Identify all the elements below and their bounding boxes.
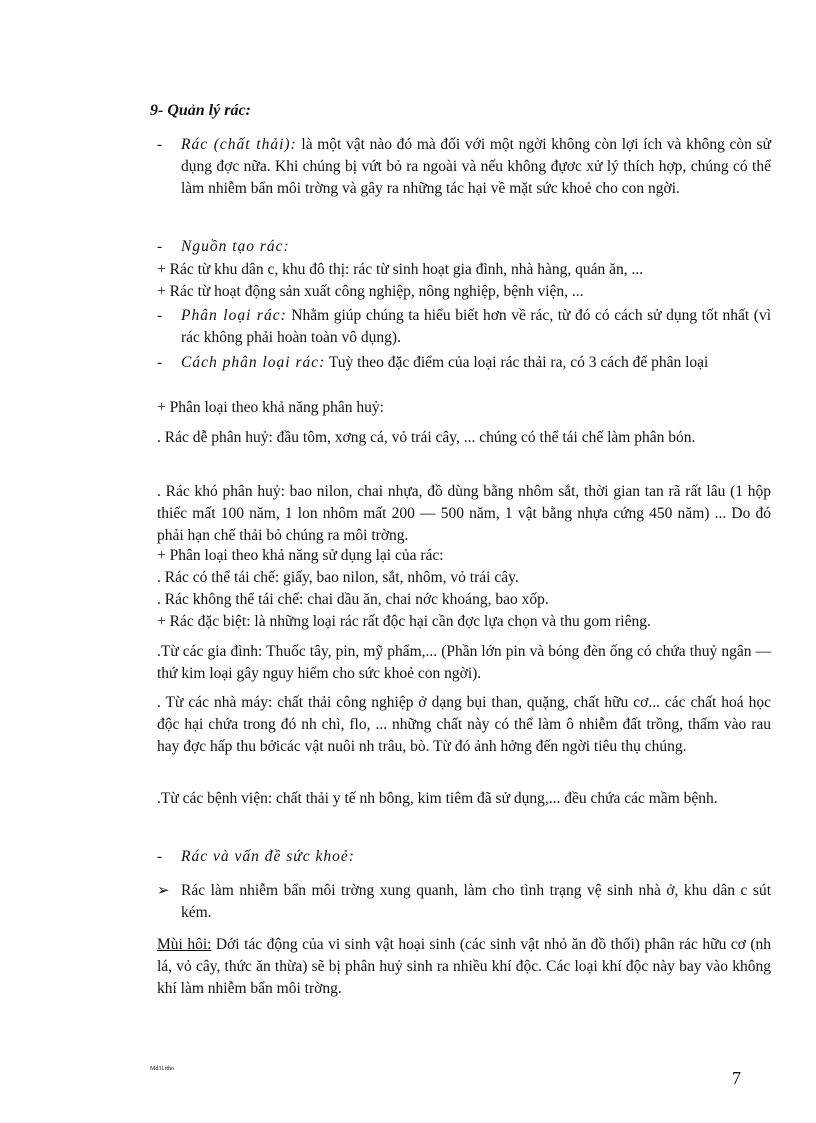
term-label: Phân loại rác: bbox=[181, 307, 287, 324]
reuse-heading: + Phân loại theo khả năng sử dụng lại của rác: bbox=[157, 547, 444, 564]
factory-text: . Từ các nhà máy: chất thải công nghiệp ở dạng bụi than, quặng, chất hữu cơ... các chất hoá học độc hại chứa trong đó nh chì, flo, ... những chất này có thể làm ô nhiễm đất trồng, thấm vào rau hay đợc hấp thu bởicác vật nuôi nh trâu, bò. Từ đó ảnh hởng đến ngời tiêu thụ chúng. bbox=[157, 694, 771, 755]
bullet-text: Rác làm nhiễm bẩn môi trờng xung quanh, làm cho tình trạng vệ sinh nhà ở, khu dân c sút kém. bbox=[181, 882, 771, 921]
special-waste-line: + Rác đặc biệt: là những loại rác rất độc hại cần đợc lựa chọn và thu gom riêng. bbox=[157, 613, 651, 630]
classification-text bbox=[181, 305, 771, 349]
method-text bbox=[181, 352, 771, 374]
recyclable-line: . Rác có thể tái chế: giấy, bao nilon, sắt, nhôm, vỏ trái cây. bbox=[157, 569, 519, 586]
page-number: 7 bbox=[732, 1068, 741, 1088]
hospital-text: .Từ các bệnh viện: chất thải y tế nh bông, kim tiêm đã sử dụng,... đều chứa các mầm bệnh. bbox=[157, 790, 718, 807]
dash-marker: - bbox=[157, 136, 163, 153]
source-line-1: + Rác từ khu dân c, khu đô thị: rác từ sinh hoạt gia đình, nhà hàng, quán ăn, ... bbox=[157, 261, 644, 278]
arrow-bullet-icon: ➢ bbox=[157, 883, 170, 899]
dash-marker: - bbox=[157, 354, 163, 371]
sources-heading bbox=[181, 236, 771, 258]
footer-tag: Md3l.rtho bbox=[150, 1066, 175, 1072]
term-label: Cách phân loại rác: bbox=[181, 354, 326, 371]
health-heading bbox=[181, 846, 771, 868]
easy-decompose-text: . Rác dễ phân huỷ: đầu tôm, xơng cá, vỏ trái cây, ... chúng có thể tái chế làm phân bón. bbox=[157, 429, 696, 446]
odor-text bbox=[157, 934, 771, 1000]
non-recyclable-line: . Rác không thể tái chế: chai dầu ăn, chai nớc khoáng, bao xốp. bbox=[157, 591, 549, 608]
term-label: Rác (chất thải): bbox=[181, 136, 297, 153]
source-line-2: + Rác từ hoạt động sản xuất công nghiệp, nông nghiệp, bệnh viện, ... bbox=[157, 283, 584, 300]
method-line: + Phân loại theo khả năng phân huỷ: bbox=[157, 399, 384, 416]
term-description: là một vật nào đó mà đối với một ngời không còn lợi ích và không còn sử dụng đợc nữa. Khi chúng bị vứt bỏ ra ngoài và nếu không đựơc xử lý thích hợp, chúng có thể làm nhiễm bẩn môi trờng và gây ra những tác hại về mặt sức khoẻ cho con ngời. bbox=[181, 136, 771, 197]
section-heading: 9- Quản lý rác: bbox=[150, 102, 251, 119]
odor-description: Dới tác động của vi sinh vật hoại sinh (các sinh vật nhỏ ăn đồ thối) phân rác hữu cơ (nh lá, vỏ cây, thức ăn thừa) sẽ bị phân huỷ sinh ra nhiều khí độc. Các loại khí độc này bay vào không khí làm nhiễm bẩn môi trờng. bbox=[157, 936, 772, 997]
term-label: Nguồn tạo rác: bbox=[181, 238, 290, 255]
dash-marker: - bbox=[157, 848, 163, 865]
term-description: Nhằm giúp chúng ta hiểu biết hơn về rác, từ đó có cách sử dụng tốt nhất (vì rác không phải hoàn toàn vô dụng). bbox=[181, 307, 772, 346]
dash-marker: - bbox=[157, 238, 163, 255]
odor-label: Mùi hôi: bbox=[157, 936, 212, 953]
household-text: .Từ các gia đình: Thuốc tây, pin, mỹ phẩm,... (Phần lớn pin và bóng đèn ống có chứa thuỷ ngân — thứ kim loại gây nguy hiểm cho sức khoẻ con ngời). bbox=[157, 643, 771, 682]
definition-text bbox=[181, 134, 771, 200]
term-label: Rác và vấn đề sức khoẻ: bbox=[181, 848, 355, 865]
hard-decompose-text: . Rác khó phân huỷ: bao nilon, chai nhựa, đồ dùng bằng nhôm sắt, thời gian tan rã rất lâu (1 hộp thiếc mất 100 năm, 1 lon nhôm mất 200 — 500 năm, 1 vật bằng nhựa cứng 450 năm) ... Do đó phải hạn chế thải bỏ chúng ra môi trờng. bbox=[157, 483, 771, 544]
term-description: Tuỳ theo đặc điểm của loại rác thải ra, có 3 cách để phân loại bbox=[325, 354, 709, 371]
dash-marker: - bbox=[157, 307, 163, 324]
